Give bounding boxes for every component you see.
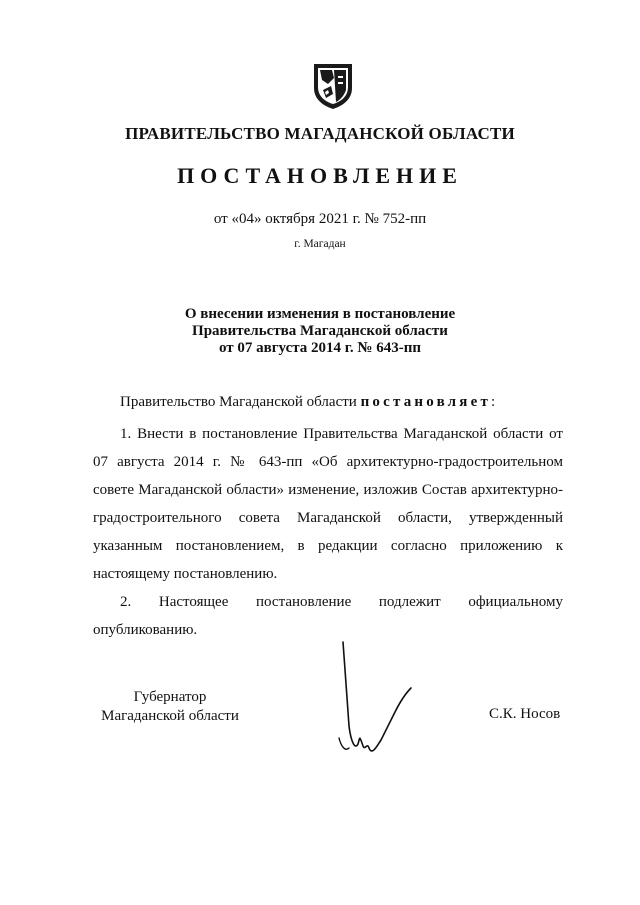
handwritten-signature <box>325 638 420 768</box>
coat-of-arms-icon <box>310 60 356 110</box>
document-date-number: от «04» октября 2021 г. № 752-пп <box>213 211 427 227</box>
document-city: г. Магадан <box>294 238 346 250</box>
preamble <box>120 394 495 411</box>
paragraph-item-1: 1. Внести в постановление Правительства Магаданской области от 07 августа 2014 г. № 643-пп «Об архитектурно-градостроительном совете Магаданской области» изменение, изложив Состав архитектурно-градостроительного совета Магаданской области, утвержденный указанным постановлением, в редакции согласно приложению к настоящему постановлению. <box>93 426 563 582</box>
paragraph-item-2: 2. Настоящее постановление подлежит официальному опубликованию. <box>93 594 563 638</box>
subject-line-1: О внесении изменения в постановление <box>184 306 456 322</box>
document-type: ПОСТАНОВЛЕНИЕ <box>177 163 463 188</box>
document-subject <box>0 306 640 357</box>
preamble-colon: : <box>491 394 496 410</box>
organization-name: ПРАВИТЕЛЬСТВО МАГАДАНСКОЙ ОБЛАСТИ <box>125 124 515 143</box>
document-body <box>93 420 563 644</box>
preamble-prefix: Правительство Магаданской области <box>120 394 361 410</box>
signatory-name: С.К. Носов <box>489 706 561 722</box>
signatory-title-line-2: Магаданской области <box>101 708 239 724</box>
subject-line-2: Правительства Магаданской области <box>192 323 448 339</box>
preamble-verb: постановляет <box>360 394 492 410</box>
signatory-title-line-1: Губернатор <box>133 689 207 705</box>
signatory-title <box>100 688 240 726</box>
subject-line-3: от 07 августа 2014 г. № 643-пп <box>218 340 422 356</box>
